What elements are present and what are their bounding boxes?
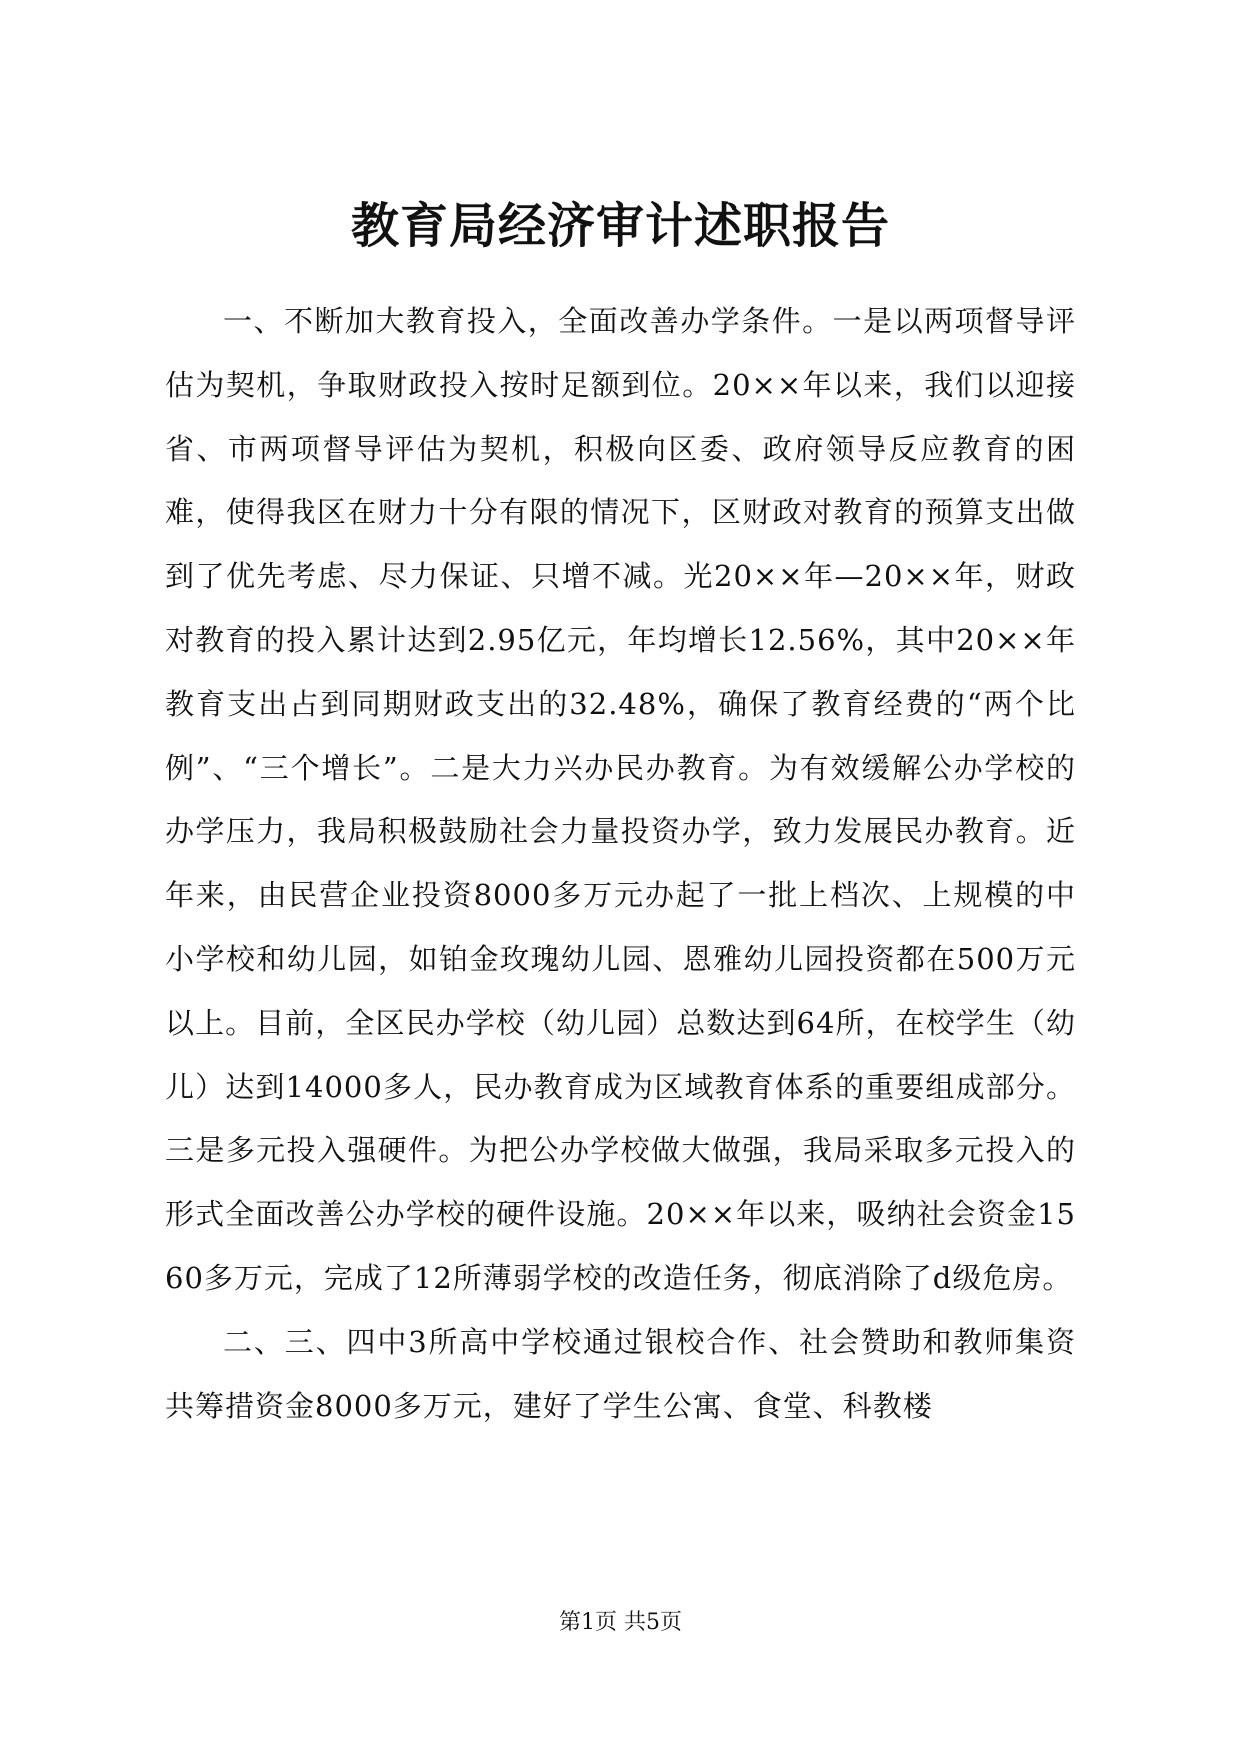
document-title: 教育局经济审计述职报告 <box>350 198 890 254</box>
document-body <box>165 290 1076 1438</box>
paragraph-1: 一、不断加大教育投入，全面改善办学条件。一是以两项督导评估为契机，争取财政投入按时足额到位。20××年以来，我们以迎接省、市两项督导评估为契机，积极向区委、政府领导反应教育的困难，使得我区在财力十分有限的情况下，区财政对教育的预算支出做到了优先考虑、尽力保证、只增不减。光20××年—20××年，财政对教育的投入累计达到2.95亿元，年均增长12.56%，其中20××年教育支出占到同期财政支出的32.48%，确保了教育经费的“两个比例”、“三个增长”。二是大力兴办民办教育。为有效缓解公办学校的办学压力，我局积极鼓励社会力量投资办学，致力发展民办教育。近年来，由民营企业投资8000多万元办起了一批上档次、上规模的中小学校和幼儿园，如铂金玫瑰幼儿园、恩雅幼儿园投资都在500万元以上。目前，全区民办学校（幼儿园）总数达到64所，在校学生（幼儿）达到14000多人，民办教育成为区域教育体系的重要组成部分。三是多元投入强硬件。为把公办学校做大做强，我局采取多元投入的形式全面改善公办学校的硬件设施。20××年以来，吸纳社会资金1560多万元，完成了12所薄弱学校的改造任务，彻底消除了d级危房。 <box>165 304 1076 1295</box>
paragraph-2: 二、三、四中3所高中学校通过银校合作、社会赞助和教师集资共筹措资金8000多万元，建好了学生公寓、食堂、科教楼 <box>165 1324 1076 1423</box>
page-number: 第1页 共5页 <box>559 1610 682 1635</box>
page-footer <box>0 1608 1241 1638</box>
